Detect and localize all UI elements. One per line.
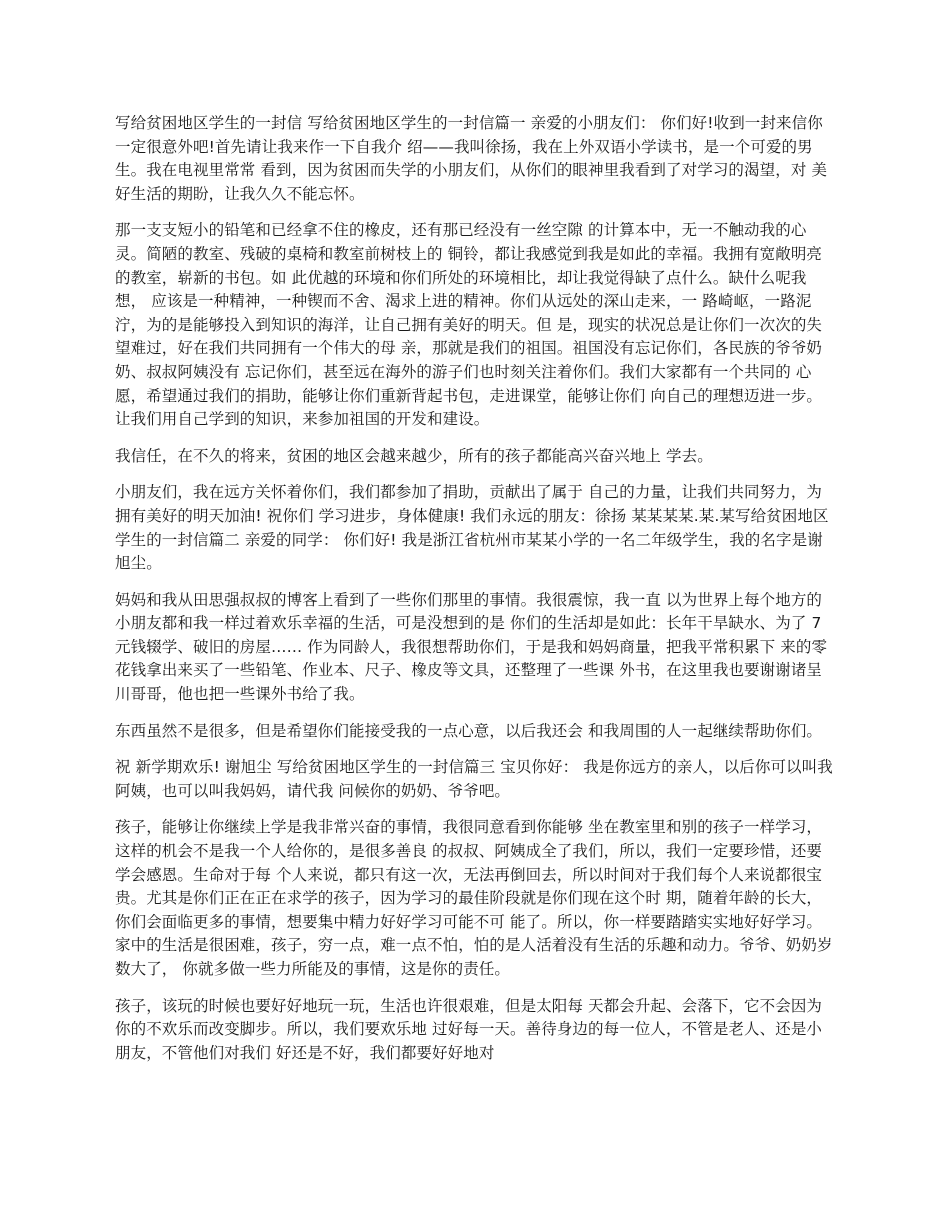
paragraph-9: 孩子，该玩的时候也要好好地玩一玩，生活也许很艰难，但是太阳每 天都会升起、会落下，它不会因为你的不欢乐而改变脚步。所以，我们要欢乐地 过好每一天。善待身边的每一位人，不管是老人、还是小朋友，不管他们对我们 好还是不好，我们都要好好地对 <box>115 996 823 1062</box>
paragraph-2: 那一支支短小的铅笔和已经拿不住的橡皮，还有那已经没有一丝空隙 的计算本中，无一不触动我的心灵。简陋的教室、残破的桌椅和教室前树枝上的 铜铃，都让我感觉到我是如此的幸福。我拥有宽敞明亮的教室，崭新的书包。如 此优越的环境和你们所处的环境相比，却让我觉得缺了点什么。缺什么呢我想， 应该是一种精神，一种锲而不舍、渴求上进的精神。你们从远处的深山走来，一 路崎岖，一路泥泞，为的是能够投入到知识的海洋，让自己拥有美好的明天。但 是，现实的状况总是让你们一次次的失望难过，好在我们共同拥有一个伟大的母 亲，那就是我们的祖国。祖国没有忘记你们，各民族的爷爷奶奶、叔叔阿姨没有 忘记你们，甚至远在海外的游子们也时刻关注着你们。我们大家都有一个共同的 心愿，希望通过我们的捐助，能够让你们重新背起书包，走进课堂，能够让你们 向自己的理想迈进一步。让我们用自己学到的知识，来参加祖国的开发和建设。 <box>115 221 823 429</box>
document-page <box>115 112 837 1078</box>
paragraph-8: 孩子，能够让你继续上学是我非常兴奋的事情，我很同意看到你能够 坐在教室里和别的孩子一样学习，这样的机会不是我一个人给你的，是很多善良 的叔叔、阿姨成全了我们，所以，我们一定要珍惜，还要学会感恩。生命对于每 个人来说，都只有这一次，无法再倒回去，所以时间对于我们每个人来说都很宝 贵。尤其是你们正在正在求学的孩子，因为学习的最佳阶段就是你们现在这个时 期，随着年龄的长大，你们会面临更多的事情，想要集中精力好好学习可能不可 能了。所以，你一样要踏踏实实地好好学习。家中的生活是很困难，孩子，穷一点，难一点不怕，怕的是人活着没有生活的乐趣和动力。爷爷、奶奶岁数大了， 你就多做一些力所能及的事情，这是你的责任。 <box>115 818 833 978</box>
paragraph-4: 小朋友们，我在远方关怀着你们，我们都参加了捐助，贡献出了属于 自己的力量，让我们共同努力，为拥有美好的明天加油! 祝你们 学习进步，身体健康! 我们永远的朋友：徐扬 某某某某.某.某写给贫困地区学生的一封信篇二 亲爱的同学： 你们好! 我是浙江省杭州市某某小学的一名二年级学生，我的名字是谢旭尘。 <box>115 483 829 573</box>
paragraph-1: 写给贫困地区学生的一封信 写给贫困地区学生的一封信篇一 亲爱的小朋友们： 你们好!收到一封来信你一定很意外吧!首先请让我来作一下自我介 绍——我叫徐扬，我在上外双语小学读书，是一个可爱的男生。我在电视里常常 看到，因为贫困而失学的小朋友们，从你们的眼神里我看到了对学习的渴望，对 美好生活的期盼，让我久久不能忘怀。 <box>115 114 828 203</box>
paragraph-6: 东西虽然不是很多，但是希望你们能接受我的一点心意，以后我还会 和我周围的人一起继续帮助你们。 <box>115 721 823 740</box>
paragraph-7: 祝 新学期欢乐! 谢旭尘 写给贫困地区学生的一封信篇三 宝贝你好： 我是你远方的亲人，以后你可以叫我阿姨，也可以叫我妈妈，请代我 问候你的奶奶、爷爷吧。 <box>115 758 833 800</box>
paragraph-3: 我信任，在不久的将来，贫困的地区会越来越少，所有的孩子都能高兴奋兴地上 学去。 <box>115 446 713 465</box>
paragraph-5: 妈妈和我从田思强叔叔的博客上看到了一些你们那里的事情。我很震惊，我一直 以为世界上每个地方的小朋友都和我一样过着欢乐幸福的生活，可是没想到的是 你们的生活却是如此：长年干旱缺水、为了 7 元钱辍学、破旧的房屋…… 作为同龄人，我很想帮助你们，于是我和妈妈商量，把我平常积累下 来的零花钱拿出来买了一些铅笔、作业本、尺子、橡皮等文具，还整理了一些课 外书，在这里我也要谢谢诸呈川哥哥，他也把一些课外书给了我。 <box>115 590 828 704</box>
